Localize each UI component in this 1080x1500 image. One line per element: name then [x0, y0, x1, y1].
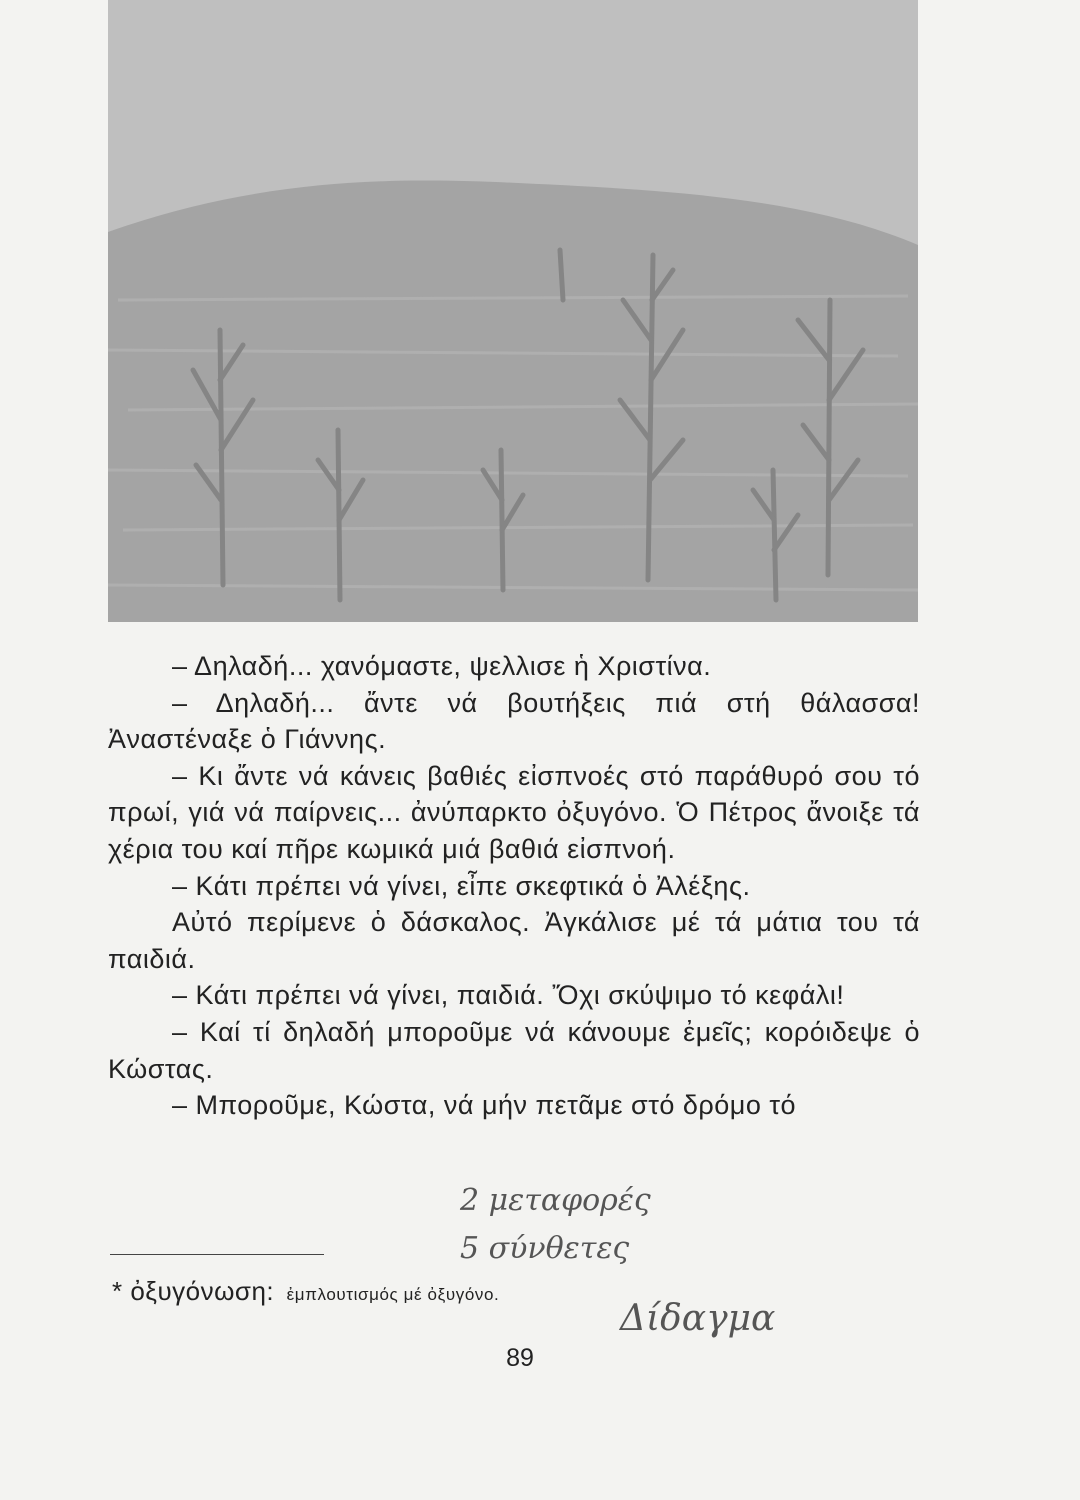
story-text [108, 648, 920, 1124]
paragraph: – Καί τί δηλαδή μποροῦμε νά κάνουμε ἐμεῖς; κορόιδεψε ὁ Κώστας. [108, 1016, 920, 1084]
paragraph: – Δηλαδή... χανόμαστε, ψελλισε ἡ Χριστίνα. [172, 651, 712, 681]
paragraph: – Κάτι πρέπει νά γίνει, εἶπε σκεφτικά ὁ Ἀλέξης. [172, 870, 751, 901]
handwritten-line-3: Δίδαγμα [620, 1298, 776, 1339]
illustration-hill [108, 181, 918, 622]
paragraph: – Κι ἄντε νά κάνεις βαθιές εἰσπνοές στό παράθυρό σου τό πρωί, γιά νά παίρνεις... ἀνύπαρκτο ὀξυγόνο. Ὁ Πέτρος ἄνοιξε τά χέρια του καί πῆρε κωμικά μιά βαθιά εἰσπνοή. [108, 760, 920, 864]
paragraph: Αὐτό περίμενε ὁ δάσκαλος. Ἀγκάλισε μέ τά μάτια του τά παιδιά. [108, 907, 920, 974]
handwritten-line-2: 5 σύνθετες [460, 1231, 630, 1266]
paragraph: – Μποροῦμε, Κώστα, νά μήν πετᾶμε στό δρόμο τό [172, 1090, 797, 1121]
paragraph: – Κάτι πρέπει νά γίνει, παιδιά. Ὄχι σκύψιμο τό κεφάλι! [172, 980, 845, 1011]
footnote-divider [110, 1254, 324, 1255]
footnote-definition: ἐμπλουτισμός μέ ὀξυγόνο. [286, 1285, 500, 1304]
tree-7-icon [560, 250, 563, 300]
handwritten-note [440, 1168, 880, 1368]
landscape-illustration [108, 0, 918, 622]
handwritten-line-1: 2 μεταφορές [460, 1183, 651, 1218]
page-number: 89 [506, 1344, 534, 1372]
footnote-term: * ὀξυγόνωση: [112, 1276, 275, 1306]
paragraph: – Δηλαδή... ἄντε νά βουτήξεις πιά στή θάλασσα! Ἀναστέναξε ὁ Γιάννης. [108, 687, 920, 755]
